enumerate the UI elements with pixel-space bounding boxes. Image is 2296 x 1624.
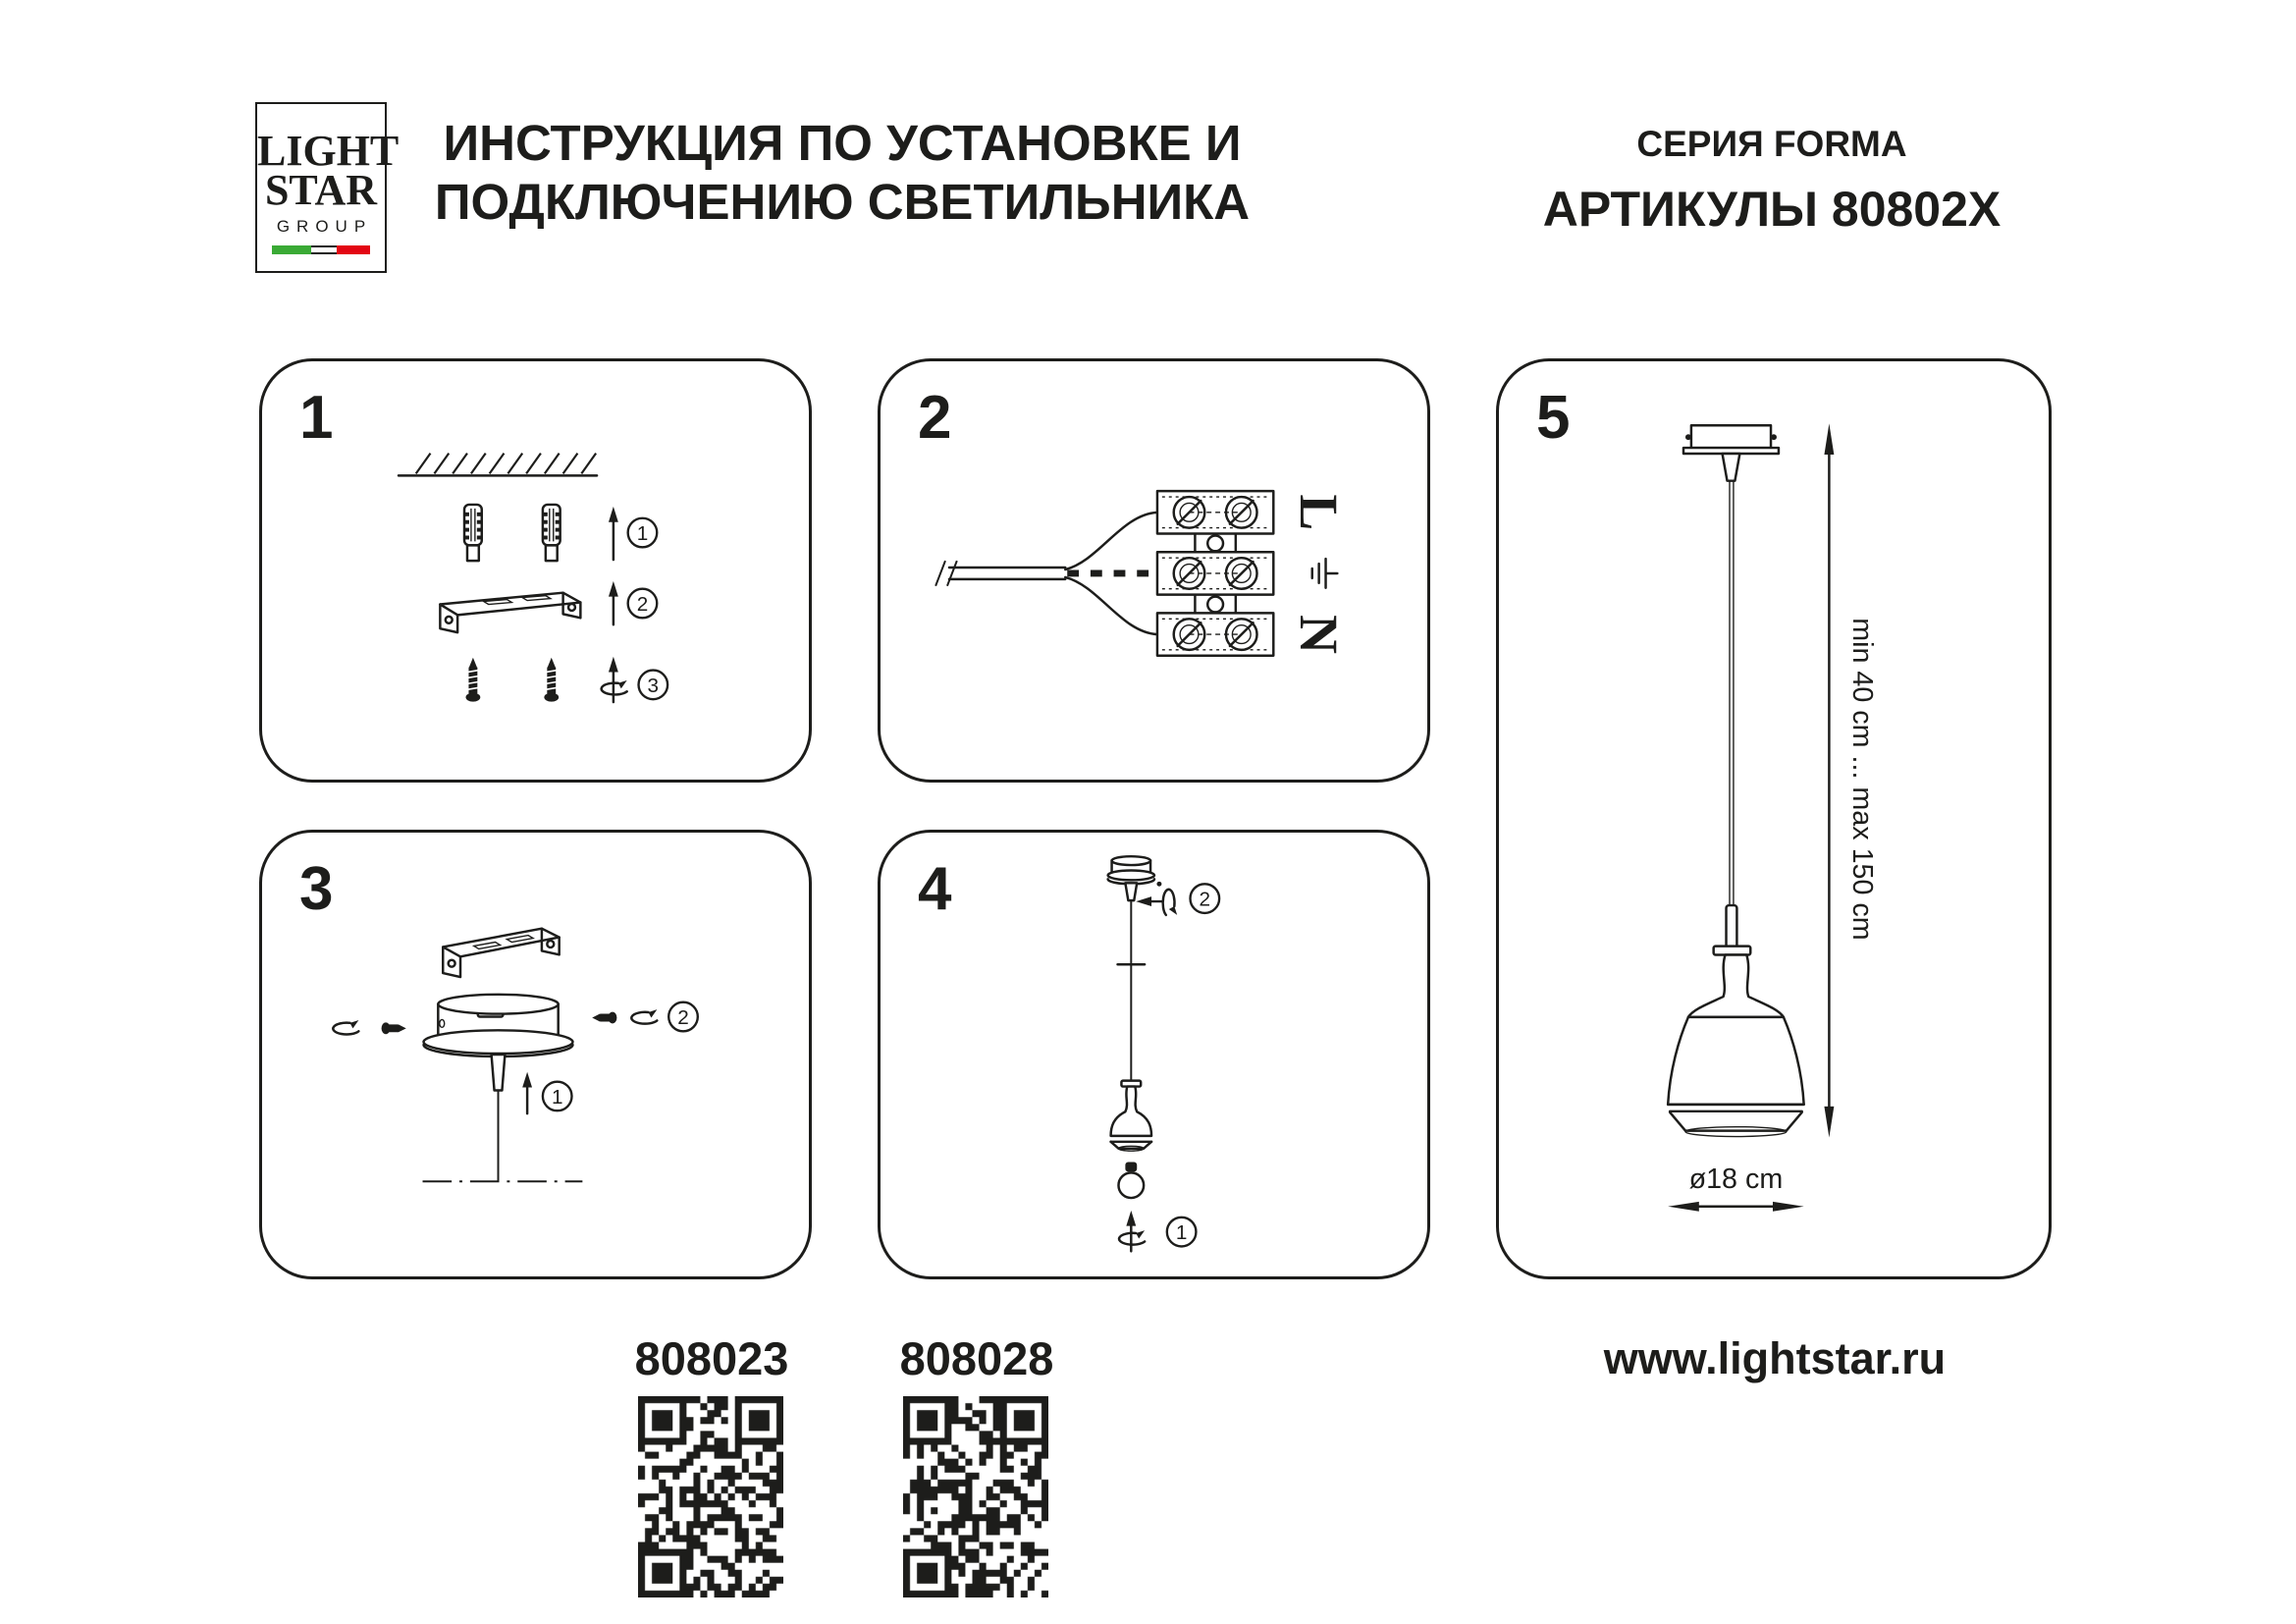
ceiling-icon: [399, 454, 597, 476]
svg-text:3: 3: [647, 674, 660, 697]
canopy-icon: [1683, 425, 1779, 480]
diameter-dimension-label: ø18 cm: [1688, 1164, 1784, 1196]
terminal-neutral: [1157, 613, 1273, 655]
arrow-up-icon: [522, 1072, 532, 1113]
panel-step-3: [259, 830, 812, 1279]
panel-1-drawing: [262, 361, 809, 780]
cord-icon: [423, 1055, 583, 1181]
height-dimension: [1824, 423, 1878, 1137]
svg-text:2: 2: [636, 593, 649, 617]
page-title: [425, 114, 1259, 232]
panel-1-number: 1: [299, 384, 334, 452]
svg-text:1: 1: [551, 1085, 563, 1109]
rotate-icon: [1119, 1211, 1145, 1251]
bracket-icon: [440, 593, 580, 632]
panel-2-number: 2: [918, 384, 952, 452]
screw-icon: [592, 1012, 616, 1024]
arrow-up-icon: [609, 581, 618, 624]
svg-text:2: 2: [677, 1005, 689, 1029]
screw-icon: [382, 1022, 406, 1034]
article-number-808028: 808028: [899, 1332, 1054, 1384]
panel-step-5: [1496, 358, 2052, 1279]
logo-light: LIGHT: [257, 127, 400, 175]
rotate-icon: [631, 1009, 657, 1024]
panel-step-1: [259, 358, 812, 783]
panel-5-number: 5: [1536, 384, 1571, 452]
title-line2: ПОДКЛЮЧЕНИЮ СВЕТИЛЬНИКА: [434, 174, 1251, 231]
step-2-badge: [628, 589, 658, 619]
qr-code-right: [903, 1396, 1048, 1597]
screw-icon: [466, 658, 560, 702]
terminal-block-icon: [1157, 491, 1273, 656]
label-neutral: N: [1289, 615, 1350, 655]
rotate-icon: [333, 1020, 358, 1035]
panel-4-drawing: [881, 833, 1427, 1276]
label-live: L: [1289, 494, 1350, 531]
svg-text:1: 1: [636, 522, 649, 546]
website-url: www.lightstar.ru: [1603, 1333, 1947, 1383]
step-1-badge: [628, 518, 658, 548]
canopy-icon: [1108, 856, 1162, 900]
bracket-icon: [443, 929, 559, 977]
logo-star: STAR: [264, 166, 378, 215]
panel-step-4: [878, 830, 1430, 1279]
step-1-badge: [543, 1082, 572, 1111]
dowel-icon: [464, 505, 561, 561]
panel-4-number: 4: [918, 855, 952, 923]
earth-symbol-icon: [1312, 559, 1338, 588]
diameter-dimension: [1668, 1164, 1804, 1212]
light-bulb-icon: [1118, 1163, 1144, 1199]
terminal-live: [1157, 491, 1273, 533]
panel-2-drawing: [881, 361, 1427, 780]
panel-5-drawing: [1499, 361, 2049, 1276]
cord-icon: [1727, 481, 1737, 948]
italian-flag-icon: [272, 245, 370, 254]
canopy-icon: [424, 995, 573, 1056]
height-dimension-label: min 40 cm ... max 150 cm: [1846, 618, 1879, 941]
lamp-shade-icon: [1668, 947, 1804, 1137]
mains-cable-icon: [935, 513, 1157, 634]
svg-text:2: 2: [1199, 888, 1211, 911]
series-block: [1526, 124, 2017, 238]
article-number-808023: 808023: [634, 1332, 789, 1384]
step-3-badge: [639, 671, 668, 700]
step-2-badge: [1191, 884, 1220, 913]
rotate-icon: [602, 657, 627, 702]
terminal-earth: [1157, 552, 1273, 594]
series-name: СЕРИЯ FORMA: [1636, 124, 1907, 164]
panel-3-drawing: [262, 833, 809, 1276]
logo-group: GROUP: [276, 216, 373, 236]
svg-text:1: 1: [1175, 1221, 1188, 1245]
step-2-badge: [668, 1002, 698, 1032]
lightstar-logo: [255, 102, 400, 273]
panel-3-number: 3: [299, 855, 334, 923]
articles-code: АРТИКУЛЫ 80802X: [1542, 182, 2002, 237]
arrow-up-icon: [609, 507, 618, 560]
lamp-shade-icon: [1111, 1081, 1151, 1152]
qr-code-left: [638, 1396, 783, 1597]
title-line1: ИНСТРУКЦИЯ ПО УСТАНОВКЕ И: [443, 115, 1242, 171]
panel-step-2: [878, 358, 1430, 783]
rotate-icon: [1136, 890, 1177, 915]
step-1-badge: [1167, 1218, 1197, 1247]
